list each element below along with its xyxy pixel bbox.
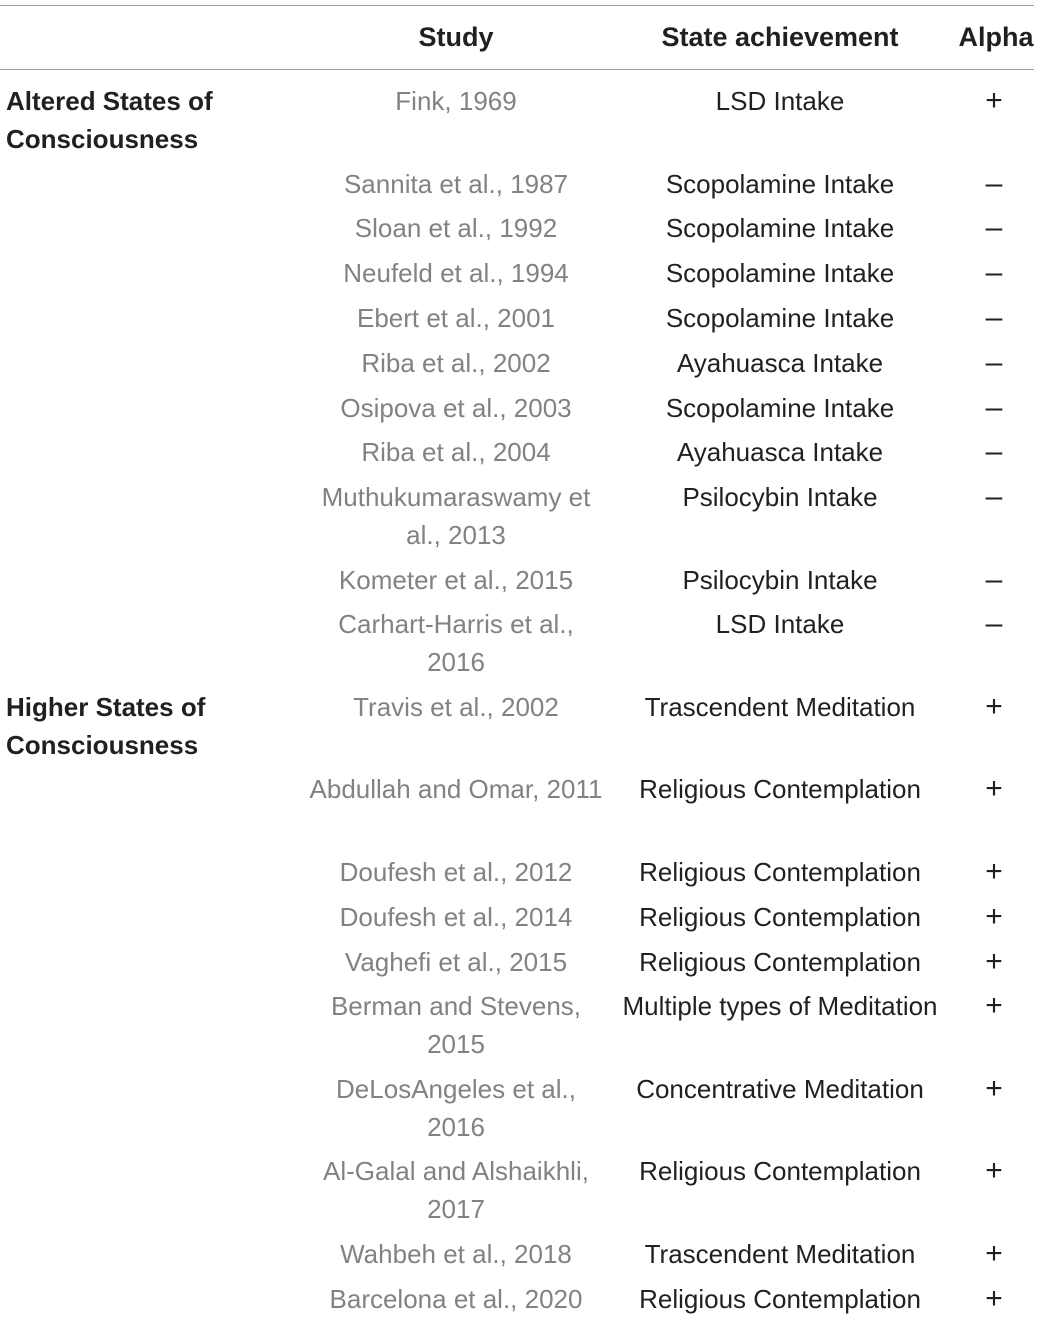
study-cell: Wahbeh et al., 2018 bbox=[340, 1238, 572, 1269]
study-cell: Fink, 1969 bbox=[395, 86, 517, 116]
state-achievement-cell: Religious Contemplation bbox=[639, 901, 921, 932]
state-achievement-cell: Religious Contemplation bbox=[639, 1156, 921, 1187]
alpha-cell: – bbox=[985, 607, 1003, 641]
alpha-cell: – bbox=[985, 390, 1003, 424]
study-cell: Osipova et al., 2003 bbox=[340, 392, 572, 423]
state-achievement-cell: Scopolamine Intake bbox=[665, 392, 895, 423]
study-cell: Doufesh et al., 2014 bbox=[339, 901, 573, 932]
study-cell: Neufeld et al., 1994 bbox=[343, 258, 569, 289]
alpha-cell: – bbox=[985, 166, 1003, 200]
alpha-cell: + bbox=[985, 772, 1003, 806]
alpha-cell: – bbox=[985, 256, 1003, 290]
state-achievement-cell: Psilocybin Intake bbox=[682, 482, 878, 513]
study-cell: DeLosAngeles et al., 2016 bbox=[336, 1073, 576, 1142]
study-cell: Kometer et al., 2015 bbox=[338, 564, 574, 595]
alpha-cell: + bbox=[985, 1154, 1003, 1188]
alpha-cell: + bbox=[985, 899, 1003, 933]
alpha-cell: – bbox=[985, 300, 1003, 334]
alpha-cell: – bbox=[985, 211, 1003, 245]
alpha-cell: – bbox=[985, 480, 1003, 514]
state-achievement-cell: Trascendent Meditation bbox=[644, 691, 916, 722]
alpha-cell: + bbox=[985, 854, 1003, 888]
study-cell: Berman and Stevens, 2015 bbox=[330, 991, 582, 1060]
alpha-cell: + bbox=[985, 989, 1003, 1023]
state-achievement-cell: Religious Contemplation bbox=[639, 1283, 921, 1314]
study-cell: Muthukumaraswamy et al., 2013 bbox=[321, 482, 591, 551]
state-achievement-cell: Religious Contemplation bbox=[639, 774, 921, 805]
alpha-cell: + bbox=[985, 84, 1003, 117]
study-cell: Al-Galal and Alshaikhli, 2017 bbox=[323, 1156, 589, 1225]
header-alpha: Alpha bbox=[958, 22, 1034, 52]
state-achievement-cell: Multiple types of Meditation bbox=[622, 991, 938, 1022]
study-cell: Sannita et al., 1987 bbox=[343, 168, 569, 199]
state-achievement-cell: Religious Contemplation bbox=[639, 946, 921, 977]
study-cell: Riba et al., 2004 bbox=[361, 437, 551, 468]
alpha-cell: + bbox=[985, 944, 1003, 978]
state-achievement-cell: Psilocybin Intake bbox=[682, 564, 878, 595]
header-study: Study bbox=[418, 22, 494, 52]
state-achievement-cell: Trascendent Meditation bbox=[644, 1238, 916, 1269]
study-cell: Doufesh et al., 2012 bbox=[339, 856, 573, 887]
group-label: Higher States of Consciousness bbox=[6, 691, 206, 760]
alpha-cell: – bbox=[985, 562, 1003, 596]
state-achievement-cell: Scopolamine Intake bbox=[665, 302, 895, 333]
study-cell: Vaghefi et al., 2015 bbox=[344, 946, 568, 977]
alpha-cell: – bbox=[985, 345, 1003, 379]
study-cell: Abdullah and Omar, 2011 bbox=[309, 774, 603, 805]
alpha-cell: – bbox=[985, 435, 1003, 469]
alpha-cell: + bbox=[985, 1281, 1003, 1315]
state-achievement-cell: Concentrative Meditation bbox=[636, 1073, 924, 1104]
state-achievement-cell: Ayahuasca Intake bbox=[676, 437, 884, 468]
header-state-achievement: State achievement bbox=[661, 22, 899, 52]
state-achievement-cell: Religious Contemplation bbox=[639, 856, 921, 887]
study-cell: Barcelona et al., 2020 bbox=[329, 1283, 583, 1314]
group-label: Altered States of Consciousness bbox=[6, 86, 213, 154]
study-cell: Sloan et al., 1992 bbox=[354, 213, 558, 244]
state-achievement-cell: Scopolamine Intake bbox=[665, 258, 895, 289]
alpha-cell: + bbox=[985, 1236, 1003, 1270]
state-achievement-cell: Scopolamine Intake bbox=[665, 213, 895, 244]
state-achievement-cell: LSD Intake bbox=[715, 86, 845, 116]
study-cell: Travis et al., 2002 bbox=[353, 691, 559, 722]
state-achievement-cell: Ayahuasca Intake bbox=[676, 347, 884, 378]
state-achievement-cell: LSD Intake bbox=[715, 609, 845, 640]
state-achievement-cell: Scopolamine Intake bbox=[665, 168, 895, 199]
alpha-cell: + bbox=[985, 689, 1003, 723]
study-cell: Ebert et al., 2001 bbox=[356, 302, 556, 333]
study-cell: Carhart-Harris et al., 2016 bbox=[338, 609, 574, 678]
study-cell: Riba et al., 2002 bbox=[361, 347, 551, 378]
alpha-cell: + bbox=[985, 1071, 1003, 1105]
